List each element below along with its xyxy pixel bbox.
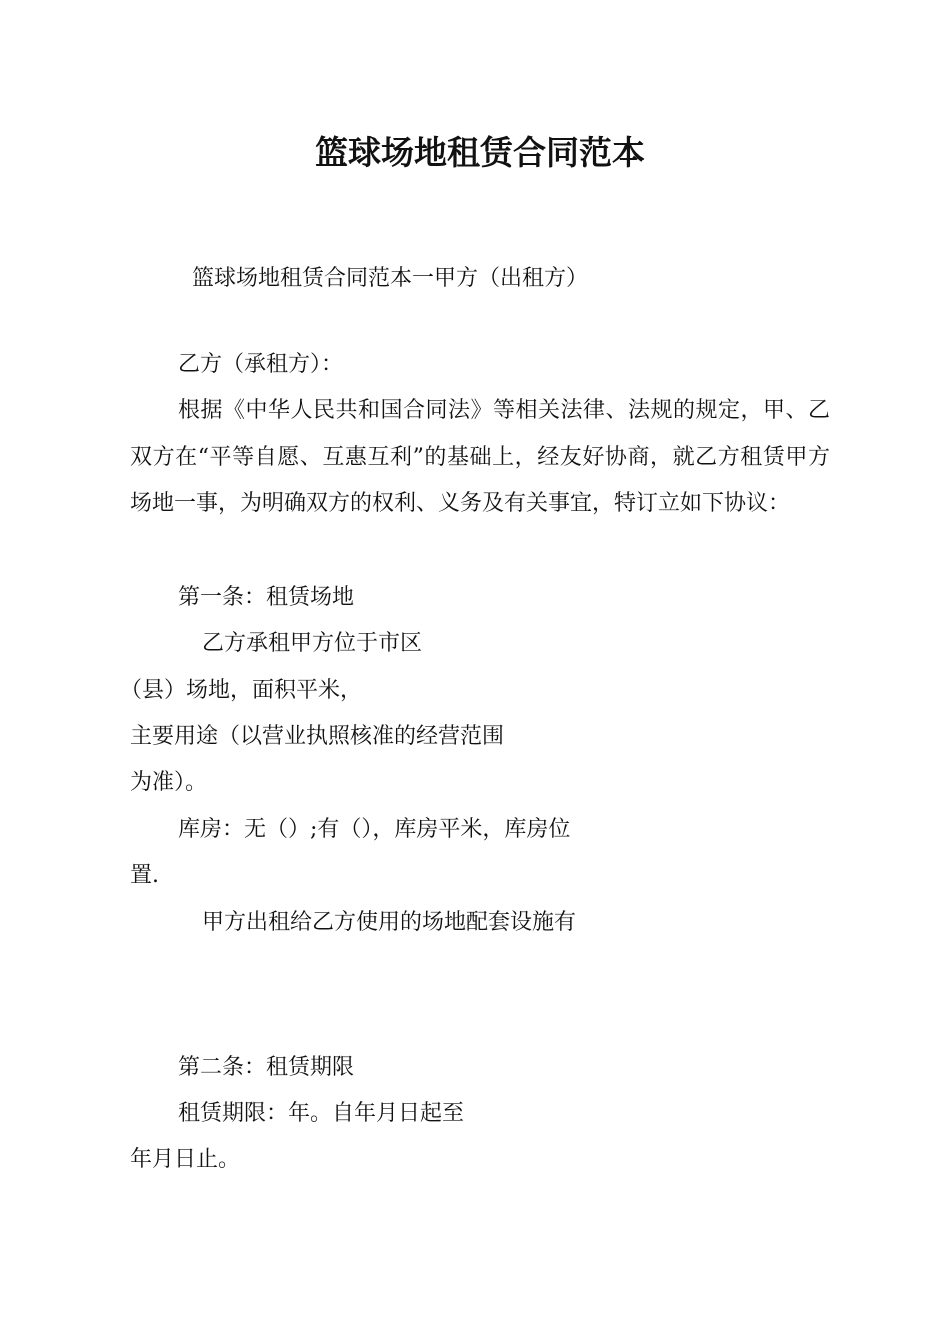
article2-heading: 第二条：租赁期限 [178, 1055, 355, 1080]
article1-line-1: 乙方承租甲方位于市区 [202, 631, 423, 656]
article1-line-3: 主要用途（以营业执照核准的经营范围 [130, 724, 505, 749]
article1-heading: 第一条：租赁场地 [178, 585, 355, 610]
warehouse-line-2: 置. [130, 863, 159, 888]
warehouse-line-1: 库房：无（）;有（），库房平米，库房位 [178, 817, 571, 842]
term-line-1: 租赁期限：年。自年月日起至 [178, 1101, 465, 1126]
intro-paragraph: 根据《中华人民共和国合同法》等相关法律、法规的规定，甲、乙双方在“平等自愿、互惠互利”的基础上，经友好协商，就乙方租赁甲方场地一事，为明确双方的权利、义务及有关事宜，特订立如下协议： [130, 398, 830, 516]
document-title: 篮球场地租赁合同范本 [315, 133, 645, 172]
facilities-line: 甲方出租给乙方使用的场地配套设施有 [202, 910, 577, 935]
article1-line-2: （县）场地，面积平米， [120, 678, 363, 703]
subtitle-line: 篮球场地租赁合同范本一甲方（出租方） [192, 266, 589, 291]
term-line-2: 年月日止。 [130, 1147, 241, 1172]
party-b-line: 乙方（承租方）： [178, 352, 344, 377]
article1-line-4: 为准）。 [130, 770, 208, 795]
